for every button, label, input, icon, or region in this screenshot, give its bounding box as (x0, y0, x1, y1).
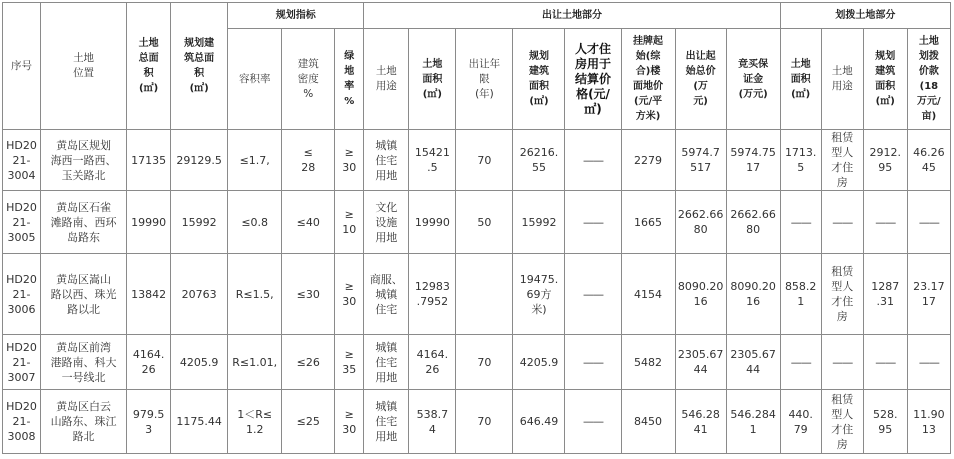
cell-seq: HD20 21- 3004 (3, 130, 41, 191)
cell-total-area: 979.5 3 (127, 390, 171, 454)
cell-alloc-use: 租赁 型人 才住 房 (821, 390, 863, 454)
col-header-total-area: 土地 总面 积 (㎡) (127, 3, 171, 130)
table-row (3, 254, 951, 335)
cell-deposit: 546.284 1 (726, 390, 780, 454)
cell-total-build: 1175.44 (171, 390, 228, 454)
cell-alloc-use: 租赁 型人 才住 房 (821, 130, 863, 191)
cell-far: R≤1.5, (228, 254, 282, 335)
group-header-transfer: 出让土地部分 (364, 3, 780, 29)
cell-alloc-area: —— (780, 335, 821, 390)
cell-location: 黄岛区石雀 滩路南、西环 岛路东 (41, 191, 127, 254)
cell-density: ≤30 (282, 254, 335, 335)
group-header-planning: 规划指标 (228, 3, 364, 29)
col-header-use: 土地 用途 (364, 29, 409, 130)
cell-term: 70 (456, 335, 513, 390)
cell-build: 15992 (513, 191, 565, 254)
cell-green: ≥ 10 (335, 191, 364, 254)
cell-alloc-build: 528. 95 (863, 390, 907, 454)
cell-term: 70 (456, 130, 513, 191)
cell-start-total: 8090.20 16 (675, 254, 726, 335)
col-header-term: 出让年 限 (年) (456, 29, 513, 130)
cell-start-total: 5974.7 517 (675, 130, 726, 191)
cell-talent-price: —— (565, 191, 621, 254)
cell-deposit: 8090.20 16 (726, 254, 780, 335)
cell-far: 1＜R≤ 1.2 (228, 390, 282, 454)
cell-talent-price: —— (565, 254, 621, 335)
cell-use: 文化 设施 用地 (364, 191, 409, 254)
cell-floor-price: 1665 (621, 191, 675, 254)
cell-start-total: 2662.66 80 (675, 191, 726, 254)
col-header-alloc-area: 土地 面积 (㎡) (780, 29, 821, 130)
cell-area: 19990 (409, 191, 456, 254)
cell-use: 城镇 住宅 用地 (364, 390, 409, 454)
cell-use: 商服、 城镇 住宅 (364, 254, 409, 335)
cell-term (456, 254, 513, 335)
table-row (3, 130, 951, 191)
cell-location: 黄岛区前湾 港路南、科大 一号线北 (41, 335, 127, 390)
col-header-talent-price: 人才住 房用于 结算价 格(元/ ㎡) (565, 29, 621, 130)
cell-alloc-price: 23.17 17 (907, 254, 950, 335)
cell-location: 黄岛区白云 山路东、珠江 路北 (41, 390, 127, 454)
cell-deposit: 5974.75 17 (726, 130, 780, 191)
cell-seq: HD20 21- 3006 (3, 254, 41, 335)
cell-alloc-area: 440. 79 (780, 390, 821, 454)
cell-floor-price: 8450 (621, 390, 675, 454)
cell-alloc-area: —— (780, 191, 821, 254)
col-header-seq: 序号 (3, 3, 41, 130)
col-header-alloc-build: 规划 建筑 面积 (㎡) (863, 29, 907, 130)
cell-location: 黄岛区规划 海西一路西、 玉关路北 (41, 130, 127, 191)
table-row (3, 390, 951, 454)
cell-density: ≤25 (282, 390, 335, 454)
cell-alloc-price: —— (907, 335, 950, 390)
cell-density: ≤26 (282, 335, 335, 390)
cell-alloc-build: 2912. 95 (863, 130, 907, 191)
cell-floor-price: 5482 (621, 335, 675, 390)
cell-total-area: 19990 (127, 191, 171, 254)
cell-deposit: 2662.66 80 (726, 191, 780, 254)
cell-total-build: 15992 (171, 191, 228, 254)
cell-alloc-area: 1713. 5 (780, 130, 821, 191)
cell-far: ≤1.7, (228, 130, 282, 191)
cell-green: ≥ 30 (335, 390, 364, 454)
cell-total-area: 4164. 26 (127, 335, 171, 390)
cell-build: 26216. 55 (513, 130, 565, 191)
table-row (3, 335, 951, 390)
cell-seq: HD20 21- 3008 (3, 390, 41, 454)
cell-location: 黄岛区嵩山 路以西、珠光 路以北 (41, 254, 127, 335)
cell-far: R≤1.01, (228, 335, 282, 390)
cell-seq: HD20 21- 3005 (3, 191, 41, 254)
cell-start-total: 2305.67 44 (675, 335, 726, 390)
cell-term: 50 (456, 191, 513, 254)
cell-alloc-use: —— (821, 335, 863, 390)
cell-floor-price: 4154 (621, 254, 675, 335)
col-header-far: 容积率 (228, 29, 282, 130)
cell-green: ≥ 30 (335, 130, 364, 191)
land-transfer-table (2, 2, 951, 454)
cell-area: 4164. 26 (409, 335, 456, 390)
header-row-1 (3, 3, 951, 29)
cell-talent-price: —— (565, 390, 621, 454)
cell-alloc-price: 46.26 45 (907, 130, 950, 191)
cell-alloc-use: 租赁 型人 才住 房 (821, 254, 863, 335)
cell-deposit: 2305.67 44 (726, 335, 780, 390)
col-header-floor-price: 挂牌起 始(综 合)楼 面地价 (元/平 方米) (621, 29, 675, 130)
col-header-location: 土地 位置 (41, 3, 127, 130)
col-header-build-area: 规划 建筑 面积 (㎡) (513, 29, 565, 130)
cell-alloc-area: 858.2 1 (780, 254, 821, 335)
cell-area: 12983 .7952 (409, 254, 456, 335)
col-header-deposit: 竞买保 证金 (万元) (726, 29, 780, 130)
cell-alloc-build: 1287 .31 (863, 254, 907, 335)
cell-total-area: 13842 (127, 254, 171, 335)
col-header-start-total: 出让起 始总价 (万 元) (675, 29, 726, 130)
col-header-alloc-use: 土地 用途 (821, 29, 863, 130)
cell-floor-price: 2279 (621, 130, 675, 191)
cell-start-total: 546.28 41 (675, 390, 726, 454)
cell-talent-price: —— (565, 130, 621, 191)
cell-density: ≤ 28 (282, 130, 335, 191)
cell-green: ≥ 30 (335, 254, 364, 335)
cell-alloc-price: 11.90 13 (907, 390, 950, 454)
cell-total-build: 29129.5 (171, 130, 228, 191)
col-header-green: 绿 地 率 % (335, 29, 364, 130)
cell-talent-price: —— (565, 335, 621, 390)
cell-seq: HD20 21- 3007 (3, 335, 41, 390)
cell-alloc-use: —— (821, 191, 863, 254)
cell-use: 城镇 住宅 用地 (364, 130, 409, 191)
cell-far: ≤0.8 (228, 191, 282, 254)
cell-alloc-price: —— (907, 191, 950, 254)
cell-use: 城镇 住宅 用地 (364, 335, 409, 390)
cell-density: ≤40 (282, 191, 335, 254)
cell-total-build: 20763 (171, 254, 228, 335)
col-header-alloc-price: 土地 划拨 价款 (18 万元/ 亩) (907, 29, 950, 130)
col-header-area: 土地 面积 (㎡) (409, 29, 456, 130)
cell-total-area: 17135 (127, 130, 171, 191)
cell-area: 15421 .5 (409, 130, 456, 191)
cell-build: 646.49 (513, 390, 565, 454)
cell-green: ≥ 35 (335, 335, 364, 390)
cell-total-build: 4205.9 (171, 335, 228, 390)
cell-build: 19475. 69方 米) (513, 254, 565, 335)
cell-build: 4205.9 (513, 335, 565, 390)
table-row (3, 191, 951, 254)
cell-area: 538.7 4 (409, 390, 456, 454)
cell-term: 70 (456, 390, 513, 454)
cell-alloc-build: —— (863, 335, 907, 390)
cell-alloc-build: —— (863, 191, 907, 254)
col-header-density: 建筑 密度 % (282, 29, 335, 130)
group-header-allocate: 划拨土地部分 (780, 3, 950, 29)
col-header-total-build-area: 规划建 筑总面 积 (㎡) (171, 3, 228, 130)
